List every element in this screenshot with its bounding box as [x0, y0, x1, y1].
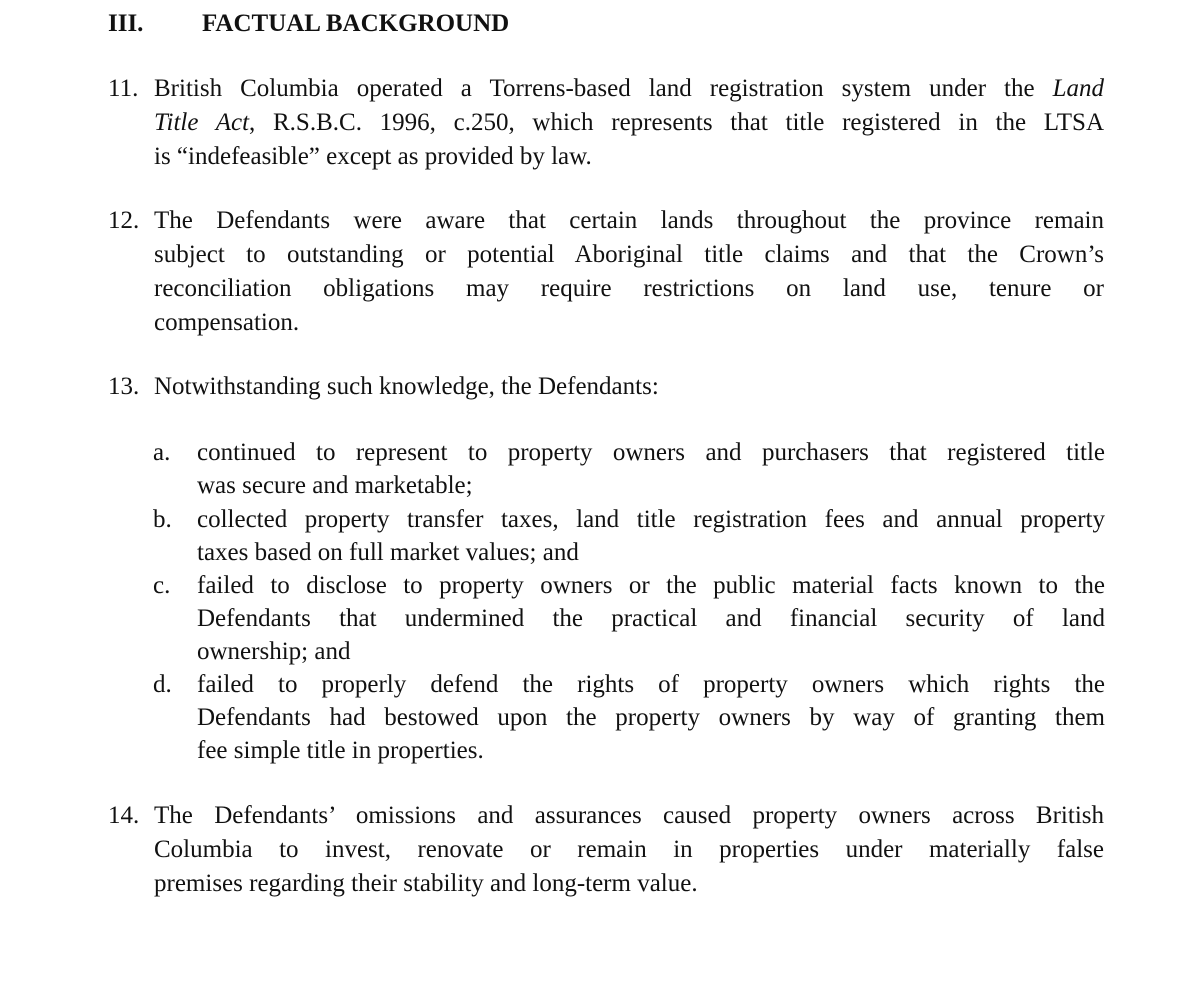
paragraph-line: Notwithstanding such knowledge, the Defendants: [154, 373, 659, 400]
act-name-italic: Title Act [154, 109, 250, 136]
item-line: Defendants that undermined the practical and financial security of land [197, 605, 1105, 632]
paragraph-number: 12. [108, 207, 140, 234]
section-number: III. [108, 10, 144, 37]
act-name-italic: Land [1052, 75, 1104, 102]
item-letter: c. [153, 572, 171, 599]
item-letter: b. [153, 506, 172, 533]
paragraph-13 [108, 370, 1104, 404]
paragraph-line: subject to outstanding or potential Aboriginal title claims and that the Crown’s [154, 241, 1104, 268]
paragraph-line: The Defendants were aware that certain lands throughout the province remain [154, 207, 1104, 234]
paragraph-number: 14. [108, 802, 140, 829]
item-text [197, 569, 1105, 668]
paragraph-line: reconciliation obligations may require restrictions on land use, tenure or [154, 275, 1104, 302]
section-title: FACTUAL BACKGROUND [202, 10, 510, 37]
paragraph-14 [108, 799, 1104, 901]
paragraph-number: 13. [108, 373, 140, 400]
list-item [153, 436, 1105, 502]
subitem-a [153, 436, 1105, 502]
paragraph-line: compensation. [154, 309, 300, 336]
paragraph-text [154, 370, 1104, 404]
item-line: fee simple title in properties. [197, 737, 484, 764]
paragraph-text [154, 204, 1104, 340]
subitem-d [153, 668, 1105, 767]
item-line: taxes based on full market values; and [197, 539, 579, 566]
item-line: Defendants had bestowed upon the property owners by way of granting them [197, 704, 1105, 731]
paragraph-line: is “indefeasible” except as provided by law. [154, 143, 592, 170]
item-line: failed to disclose to property owners or the public material facts known to the [197, 572, 1105, 599]
list-item [153, 503, 1105, 569]
paragraph-line [154, 72, 1104, 106]
list-item [153, 569, 1105, 668]
item-line: failed to properly defend the rights of property owners which rights the [197, 671, 1105, 698]
section-heading [108, 8, 509, 40]
item-letter: d. [153, 671, 172, 698]
item-letter: a. [153, 439, 171, 466]
paragraph-11 [108, 72, 1104, 174]
item-text [197, 668, 1105, 767]
item-line: continued to represent to property owners and purchasers that registered title [197, 439, 1105, 466]
paragraph-line: The Defendants’ omissions and assurances caused property owners across British [154, 802, 1104, 829]
paragraph-line: Columbia to invest, renovate or remain in properties under materially false [154, 836, 1104, 863]
item-line: ownership; and [197, 638, 351, 665]
list-item [153, 668, 1105, 767]
text-run: British Columbia operated a Torrens-based land registration system under the [154, 75, 1053, 102]
paragraph-text [154, 799, 1104, 901]
paragraph-number: 11. [108, 75, 139, 102]
item-text [197, 436, 1105, 502]
item-text [197, 503, 1105, 569]
text-run: , R.S.B.C. 1996, c.250, which represents that title registered in the LTSA [249, 109, 1104, 136]
item-line: collected property transfer taxes, land title registration fees and annual property [197, 506, 1105, 533]
item-line: was secure and marketable; [197, 472, 473, 499]
paragraph-text [154, 72, 1104, 174]
subitem-b [153, 503, 1105, 569]
subitem-c [153, 569, 1105, 668]
paragraph-line [154, 106, 1104, 140]
paragraph-12 [108, 204, 1104, 340]
paragraph-line: premises regarding their stability and long-term value. [154, 870, 698, 897]
